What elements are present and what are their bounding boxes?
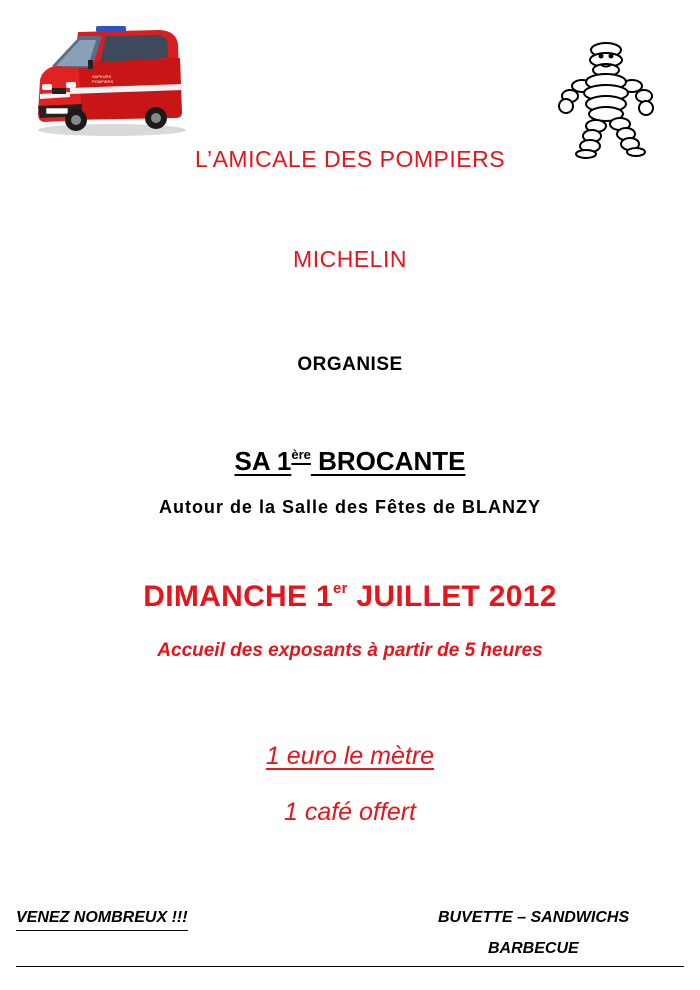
event-ordinal-number: 1 bbox=[276, 446, 292, 476]
event-title-name: BROCANTE bbox=[310, 446, 466, 476]
event-date-prefix: DIMANCHE 1 bbox=[143, 580, 333, 613]
event-date-suffix: er bbox=[332, 580, 348, 597]
event-date-rest: JUILLET 2012 bbox=[347, 580, 557, 613]
offer-price bbox=[0, 742, 700, 771]
footer-divider bbox=[16, 966, 684, 967]
event-title-prefix: SA bbox=[234, 446, 277, 476]
fire-truck-image bbox=[30, 22, 190, 140]
footer-left-text: VENEZ NOMBREUX !!! bbox=[16, 909, 188, 931]
event-ordinal-suffix: ère bbox=[291, 447, 311, 462]
event-welcome-text: Accueil des exposants à partir de 5 heures bbox=[157, 640, 543, 661]
title-line-organise: ORGANISE bbox=[297, 354, 403, 375]
offer-coffee: 1 café offert bbox=[283, 798, 417, 826]
title-line-michelin: MICHELIN bbox=[293, 246, 407, 272]
footer-right-line1: BUVETTE – SANDWICHS bbox=[438, 909, 630, 926]
footer-right-line2: BARBECUE bbox=[488, 940, 579, 957]
event-location: Autour de la Salle des Fêtes de BLANZY bbox=[158, 497, 542, 517]
svg-text:SAPEURS: SAPEURS bbox=[92, 74, 112, 79]
offer-price-text: 1 euro le mètre bbox=[265, 742, 435, 770]
title-line-amicale: L’AMICALE DES POMPIERS bbox=[194, 146, 506, 172]
svg-text:POMPIERS: POMPIERS bbox=[92, 79, 114, 84]
michelin-man-mascot bbox=[558, 30, 658, 160]
event-date bbox=[0, 580, 700, 614]
event-title bbox=[0, 446, 700, 477]
